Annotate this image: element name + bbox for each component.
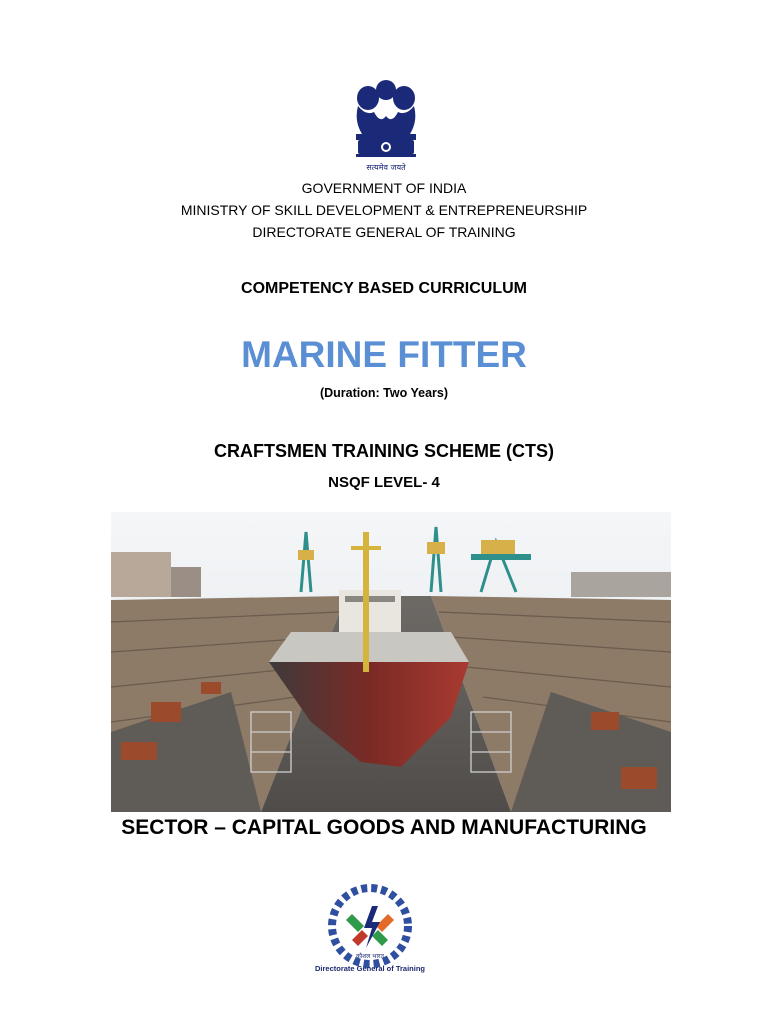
trade-duration: (Duration: Two Years) (319, 386, 449, 400)
scheme-name: CRAFTSMEN TRAINING SCHEME (CTS) (214, 441, 554, 461)
dgt-logo-icon (322, 884, 418, 976)
logo-caption: Directorate General of Training (314, 964, 426, 973)
government-header (0, 177, 768, 243)
header-line-ministry: MINISTRY OF SKILL DEVELOPMENT & ENTREPRENEURSHIP (180, 202, 588, 218)
nsqf-level: NSQF LEVEL- 4 (328, 474, 440, 491)
header-line-government: GOVERNMENT OF INDIA (301, 180, 467, 196)
emblem-motto: सत्यमेव जयते (366, 163, 406, 172)
dry-dock-ship-photo (111, 512, 671, 812)
logo-motto: कौशल भारत (356, 953, 384, 960)
curriculum-label: COMPETENCY BASED CURRICULUM (241, 280, 527, 297)
sector-label: SECTOR – CAPITAL GOODS AND MANUFACTURING (121, 816, 647, 839)
national-emblem-icon (348, 76, 424, 176)
header-line-directorate: DIRECTORATE GENERAL OF TRAINING (252, 224, 516, 240)
trade-title: MARINE FITTER (241, 334, 527, 375)
